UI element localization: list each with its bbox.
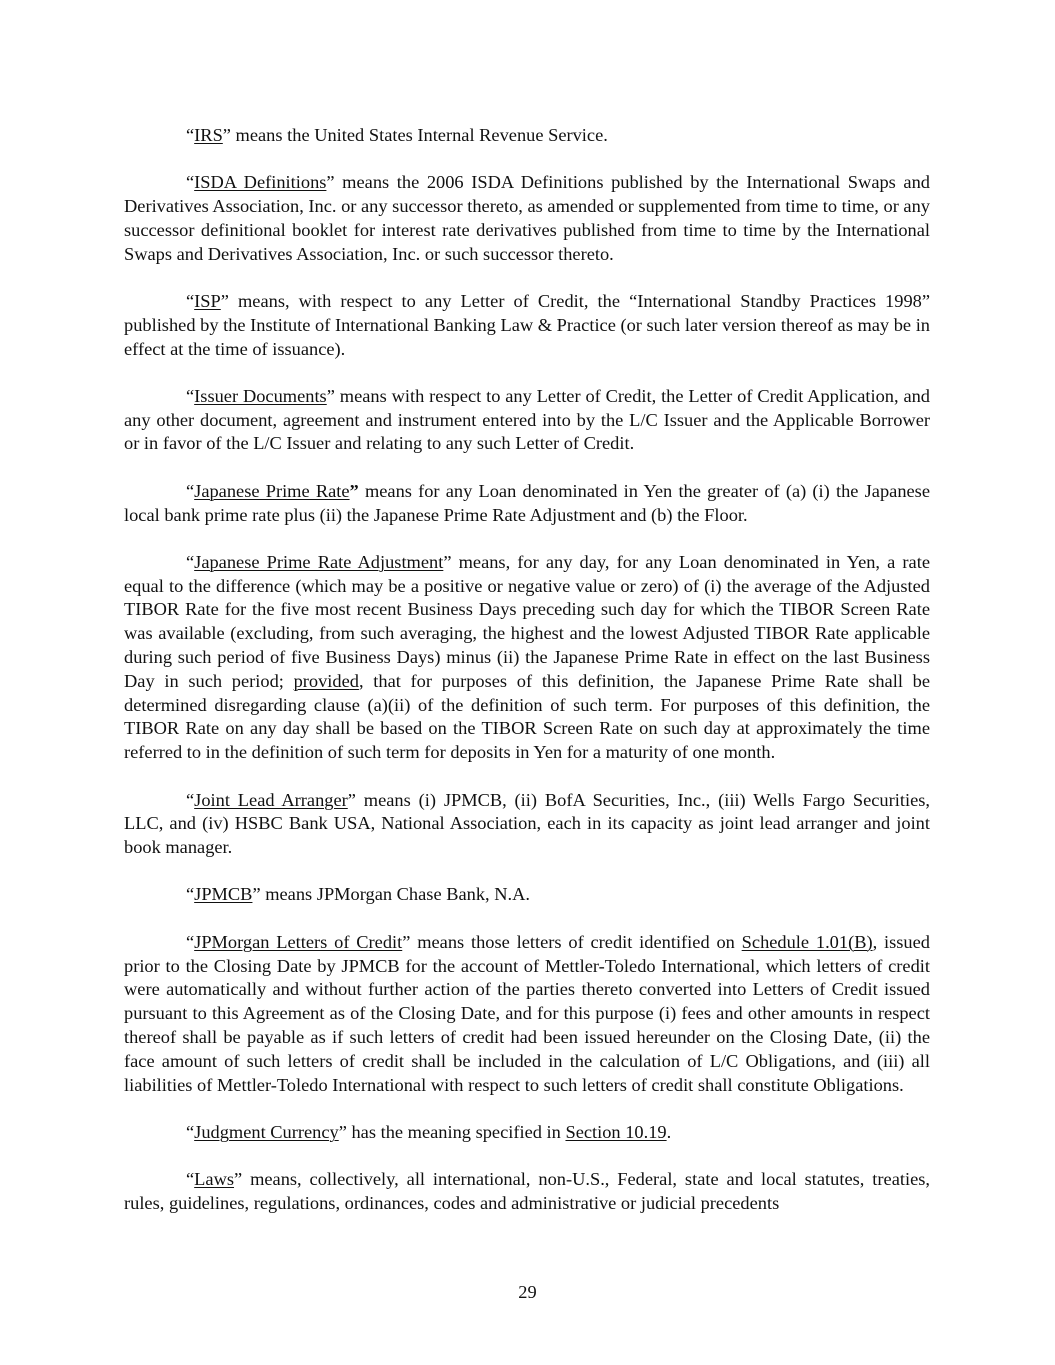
definition-text: “ xyxy=(186,884,195,905)
definition-text: “ xyxy=(186,551,195,572)
defined-term: ISP xyxy=(194,290,221,311)
definition-paragraph xyxy=(124,124,930,148)
definition-text: “ xyxy=(186,172,195,193)
page-number: 29 xyxy=(518,1282,537,1302)
definition-text: “ xyxy=(186,385,195,406)
definition-text: ” means the United States Internal Revenue Service. xyxy=(222,125,608,145)
definition-text: ” means the 2006 ISDA Definitions published by the International Swaps and Derivatives Association, Inc. or any successor thereto, as amended or supplemented from time to time, or any successor definitional booklet for interest rate derivatives published from time to time by the International Swaps and Derivatives Association, Inc. or such successor thereto. xyxy=(124,172,930,264)
definition-text: ” has the meaning specified in xyxy=(338,1121,566,1142)
underlined-reference: provided xyxy=(293,670,359,691)
definition-text: “ xyxy=(186,290,195,311)
definition-text: means for any Loan denominated in Yen the greater of (a) (i) the Japanese local bank prime rate plus (ii) the Japanese Prime Rate Adjustment and (b) the Floor. xyxy=(124,480,930,525)
underlined-reference: Section 10.19 xyxy=(565,1121,667,1142)
definition-text: ” means those letters of credit identified on xyxy=(402,931,742,952)
definition-text: ” means (i) JPMCB, (ii) BofA Securities, Inc., (iii) Wells Fargo Securities, LLC, and (iv) HSBC Bank USA, National Association, each in its capacity as joint lead arranger and joint book manager. xyxy=(124,789,931,858)
definition-text: “ xyxy=(186,125,195,145)
definition-paragraph xyxy=(124,171,930,266)
definition-text: ” means, for any day, for any Loan denominated in Yen, a rate equal to the difference (which may be a positive or negative value or zero) of (i) the average of the Adjusted TIBOR Rate for the five most recent Business Days preceding such day for which the TIBOR Screen Rate was available (excluding, from such averaging, the highest and the lowest Adjusted TIBOR Rate applicable during such period of five Business Days) minus (ii) the Japanese Prime Rate in effect on the last Business Day in such period; xyxy=(124,551,930,691)
definition-text: “ xyxy=(186,789,195,810)
definition-paragraph xyxy=(124,1168,930,1216)
defined-term: JPMorgan Letters of Credit xyxy=(194,931,403,952)
definition-text: . xyxy=(666,1121,672,1142)
definition-paragraph xyxy=(124,551,930,765)
definition-text: “ xyxy=(186,931,195,952)
definition-text: ” means with respect to any Letter of Credit, the Letter of Credit Application, and any other document, agreement and instrument entered into by the L/C Issuer and the Applicable Borrower or in favor of the L/C Issuer and relating to any such Letter of Credit. xyxy=(124,385,930,454)
definition-text: ” means, collectively, all international, non-U.S., Federal, state and local statutes, treaties, rules, guidelines, regulations, ordinances, codes and administrative or judicial precedents xyxy=(124,1169,930,1213)
defined-term: Judgment Currency xyxy=(194,1121,339,1142)
definition-paragraph xyxy=(124,1121,930,1145)
closing-quote: ” xyxy=(349,480,359,501)
document-page xyxy=(124,124,930,1216)
defined-term: Joint Lead Arranger xyxy=(194,789,348,810)
definition-text: ” means JPMorgan Chase Bank, N.A. xyxy=(252,884,530,905)
definitions-list xyxy=(124,124,930,1216)
underlined-reference: Schedule 1.01(B) xyxy=(741,931,873,952)
definition-text: ” means, with respect to any Letter of Credit, the “International Standby Practices 1998” published by the Institute of International Banking Law & Practice (or such later version thereof as may be in effect at the time of issuance). xyxy=(124,290,930,359)
defined-term: Laws xyxy=(194,1169,235,1190)
definition-paragraph xyxy=(124,290,930,361)
defined-term: Japanese Prime Rate xyxy=(194,480,350,501)
definition-paragraph xyxy=(124,480,930,528)
defined-term: IRS xyxy=(194,125,223,145)
definition-text: , issued prior to the Closing Date by JPMCB for the account of Mettler-Toledo International, which letters of credit were automatically and without further action of the parties thereto converted into Letters of Credit issued pursuant to this Agreement as of the Closing Date, and for this purpose (i) fees and other amounts in respect thereof shall be payable as if such letters of credit had been issued hereunder on the Closing Date, (ii) the face amount of such letters of credit shall be included in the calculation of L/C Obligations, and (iii) all liabilities of Mettler-Toledo International with respect to such letters of credit shall constitute Obligations. xyxy=(124,931,930,1095)
definition-text: “ xyxy=(186,1169,195,1190)
definition-paragraph xyxy=(124,789,930,860)
definition-text: , that for purposes of this definition, the Japanese Prime Rate shall be determined disregarding clause (a)(ii) of the definition of such term. For purposes of this definition, the TIBOR Rate on any day shall be based on the TIBOR Screen Rate on such day at approximately the time referred to in the definition of such term for deposits in Yen for a maturity of one month. xyxy=(124,670,930,763)
definition-text: “ xyxy=(186,1121,195,1142)
defined-term: Issuer Documents xyxy=(194,385,327,406)
defined-term: JPMCB xyxy=(194,884,253,905)
definition-paragraph xyxy=(124,385,930,456)
defined-term: ISDA Definitions xyxy=(194,172,327,193)
definition-text: “ xyxy=(186,480,195,501)
definition-paragraph xyxy=(124,931,930,1098)
defined-term: Japanese Prime Rate Adjustment xyxy=(194,551,444,572)
definition-paragraph xyxy=(124,883,930,907)
